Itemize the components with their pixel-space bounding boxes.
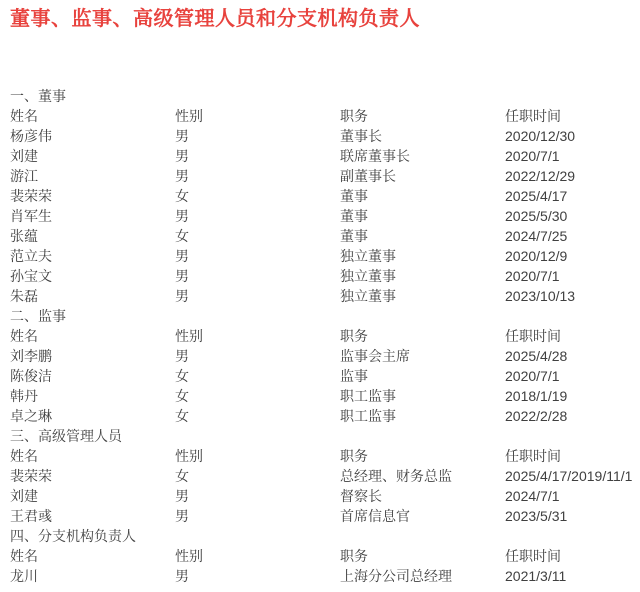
table-cell: 2020/7/1 (505, 268, 560, 284)
table-header-cell: 性别 (175, 448, 203, 464)
table-cell: 男 (175, 208, 189, 224)
table-cell: 董事 (340, 228, 368, 244)
table-cell: 范立夫 (10, 248, 52, 264)
table-cell: 陈俊洁 (10, 368, 52, 384)
table-cell: 职工监事 (340, 388, 396, 404)
table-header-cell: 任职时间 (505, 108, 561, 124)
table-cell: 董事长 (340, 128, 382, 144)
table-cell: 职工监事 (340, 408, 396, 424)
table-cell: 2020/12/30 (505, 128, 576, 144)
table-row (10, 566, 640, 586)
table-header-cell: 职务 (340, 448, 368, 464)
table-header-row (10, 446, 640, 466)
section-label: 四、分支机构负责人 (10, 528, 136, 544)
table-cell: 监事会主席 (340, 348, 410, 364)
table-cell: 独立董事 (340, 288, 396, 304)
section-label: 三、高级管理人员 (10, 428, 122, 444)
table-row (10, 406, 640, 426)
table-cell: 朱磊 (10, 288, 38, 304)
table-header-row (10, 326, 640, 346)
table-cell: 卓之琳 (10, 408, 52, 424)
table-header-cell: 职务 (340, 328, 368, 344)
table-cell: 董事 (340, 208, 368, 224)
table-cell: 刘建 (10, 148, 38, 164)
table-cell: 刘建 (10, 488, 38, 504)
table-section (10, 426, 640, 526)
table-cell: 2020/12/9 (505, 248, 568, 264)
page-title: 董事、监事、高级管理人员和分支机构负责人 (10, 8, 420, 30)
table-cell: 副董事长 (340, 168, 396, 184)
table-cell: 上海分公司总经理 (340, 568, 452, 584)
table-cell: 龙川 (10, 568, 38, 584)
table-row (10, 346, 640, 366)
table-header-cell: 任职时间 (505, 448, 561, 464)
table-cell: 张蕴 (10, 228, 38, 244)
table-cell: 男 (175, 148, 189, 164)
table-cell: 男 (175, 168, 189, 184)
table-header-cell: 姓名 (10, 548, 38, 564)
table-cell: 2020/7/1 (505, 368, 560, 384)
table-cell: 2025/5/30 (505, 208, 568, 224)
table-header-cell: 姓名 (10, 328, 38, 344)
table-cell: 男 (175, 348, 189, 364)
table-header-cell: 姓名 (10, 108, 38, 124)
table-cell: 监事 (340, 368, 368, 384)
table-row (10, 226, 640, 246)
table-cell: 督察长 (340, 488, 382, 504)
table-cell: 女 (175, 228, 189, 244)
table-header-cell: 性别 (175, 548, 203, 564)
table-cell: 联席董事长 (340, 148, 410, 164)
table-cell: 王君彧 (10, 508, 52, 524)
table-cell: 女 (175, 368, 189, 384)
table-row (10, 166, 640, 186)
table-cell: 2018/1/19 (505, 388, 568, 404)
table-row (10, 246, 640, 266)
table-cell: 游江 (10, 168, 38, 184)
table-cell: 女 (175, 408, 189, 424)
table-cell: 男 (175, 288, 189, 304)
table-cell: 刘李鹏 (10, 348, 52, 364)
table-cell: 2024/7/1 (505, 488, 560, 504)
table-header-cell: 性别 (175, 108, 203, 124)
table-cell: 裴荣荣 (10, 468, 52, 484)
table-cell: 女 (175, 188, 189, 204)
table-row (10, 126, 640, 146)
table-cell: 2025/4/28 (505, 348, 568, 364)
table-header-row (10, 106, 640, 126)
table-cell: 男 (175, 488, 189, 504)
section-label: 二、监事 (10, 308, 66, 324)
table-row (10, 206, 640, 226)
table-header-cell: 任职时间 (505, 548, 561, 564)
table-cell: 独立董事 (340, 268, 396, 284)
table-cell: 男 (175, 128, 189, 144)
table-cell: 2024/7/25 (505, 228, 568, 244)
table-cell: 男 (175, 248, 189, 264)
table-cell: 首席信息官 (340, 508, 410, 524)
table-cell: 孙宝文 (10, 268, 52, 284)
table-row (10, 386, 640, 406)
table-cell: 男 (175, 568, 189, 584)
table-cell: 2021/3/11 (505, 568, 567, 584)
section-label: 一、董事 (10, 88, 66, 104)
table-cell: 独立董事 (340, 248, 396, 264)
table-row (10, 146, 640, 166)
table-cell: 女 (175, 468, 189, 484)
table-cell: 2025/4/17/2019/11/1 (505, 468, 633, 484)
table-row (10, 366, 640, 386)
table-cell: 韩丹 (10, 388, 38, 404)
table-cell: 肖军生 (10, 208, 52, 224)
table-row (10, 266, 640, 286)
table-row (10, 186, 640, 206)
table-section (10, 306, 640, 426)
table-cell: 总经理、财务总监 (340, 468, 452, 484)
table-row (10, 486, 640, 506)
table-cell: 女 (175, 388, 189, 404)
personnel-tables (10, 86, 640, 586)
table-header-cell: 职务 (340, 108, 368, 124)
table-header-row (10, 546, 640, 566)
table-header-cell: 姓名 (10, 448, 38, 464)
table-section (10, 86, 640, 306)
table-cell: 2020/7/1 (505, 148, 560, 164)
table-cell: 杨彦伟 (10, 128, 52, 144)
table-cell: 2023/5/31 (505, 508, 568, 524)
table-row (10, 466, 640, 486)
table-cell: 2022/12/29 (505, 168, 576, 184)
table-header-cell: 任职时间 (505, 328, 561, 344)
table-header-cell: 职务 (340, 548, 368, 564)
table-cell: 2023/10/13 (505, 288, 576, 304)
table-cell: 2025/4/17 (505, 188, 568, 204)
table-cell: 2022/2/28 (505, 408, 568, 424)
table-row (10, 506, 640, 526)
table-header-cell: 性别 (175, 328, 203, 344)
table-section (10, 526, 640, 586)
table-cell: 裴荣荣 (10, 188, 52, 204)
table-cell: 董事 (340, 188, 368, 204)
table-row (10, 286, 640, 306)
table-cell: 男 (175, 508, 189, 524)
table-cell: 男 (175, 268, 189, 284)
